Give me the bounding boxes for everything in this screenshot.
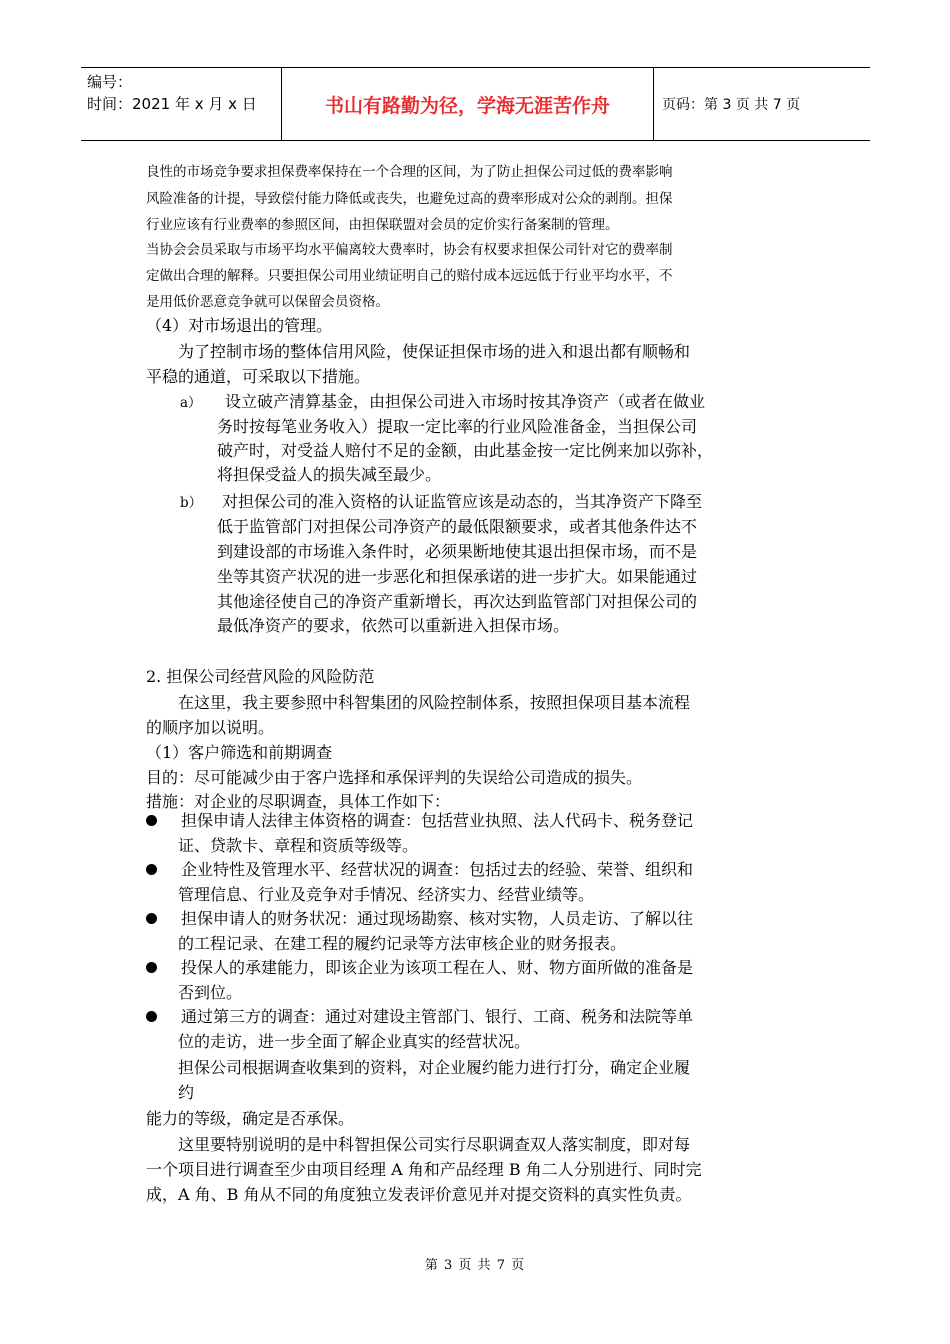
body-line: 在这里，我主要参照中科智集团的风险控制体系，按照担保项目基本流程	[178, 693, 691, 712]
body-line: 平稳的通道，可采取以下措施。	[146, 367, 371, 386]
bullet-item-line: 担保申请人的财务状况：通过现场勘察、核对实物，人员走访、了解以往	[181, 909, 694, 928]
bullet-item-line: 位的走访，进一步全面了解企业真实的经营状况。	[178, 1032, 531, 1051]
body-line: 是用低价恶意竞争就可以保留会员资格。	[146, 294, 389, 310]
bullet-icon	[146, 1011, 157, 1022]
list-item-b-line: 坐等其资产状况的进一步恶化和担保承诺的进一步扩大。如果能通过	[217, 567, 698, 586]
bullet-icon	[146, 962, 157, 973]
list-marker-b: b）	[180, 495, 203, 511]
section-heading: （4）对市场退出的管理。	[146, 316, 333, 335]
list-item-b-line: 低于监管部门对担保公司净资产的最低限额要求，或者其他条件达不	[217, 517, 698, 536]
body-line: 这里要特别说明的是中科智担保公司实行尽职调查双人落实制度，即对每	[178, 1135, 691, 1154]
body-line: 为了控制市场的整体信用风险，使保证担保市场的进入和退出都有顺畅和	[178, 342, 691, 361]
body-line: 良性的市场竞争要求担保费率保持在一个合理的区间，为了防止担保公司过低的费率影响	[146, 164, 673, 180]
body-line: 目的：尽可能减少由于客户选择和承保评判的失误给公司造成的损失。	[146, 768, 643, 787]
bullet-item-line: 否到位。	[178, 983, 243, 1002]
subsection-heading: （1）客户筛选和前期调查	[146, 743, 333, 762]
body-line: 定做出合理的解释。只要担保公司用业绩证明自己的赔付成本远远低于行业平均水平，不	[146, 268, 673, 284]
list-item-b-line: 到建设部的市场谁入条件时，必须果断地使其退出担保市场，而不是	[217, 542, 698, 561]
body-line: 成，A 角、B 角从不同的角度独立发表评价意见并对提交资料的真实性负责。	[146, 1185, 692, 1204]
bullet-item-line: 担保申请人法律主体资格的调查：包括营业执照、法人代码卡、税务登记	[181, 811, 694, 830]
list-item-a-line: 设立破产清算基金，由担保公司进入市场时按其净资产（或者在做业	[225, 392, 706, 411]
bullet-item-line: 的工程记录、在建工程的履约记录等方法审核企业的财务报表。	[178, 934, 627, 953]
list-item-a-line: 破产时，对受益人赔付不足的金额，由此基金按一定比例来加以弥补，	[217, 441, 714, 460]
bullet-icon	[146, 913, 157, 924]
list-marker-a: a）	[180, 395, 202, 411]
body-line: 行业应该有行业费率的参照区间，由担保联盟对会员的定价实行备案制的管理。	[146, 217, 619, 233]
body-line: 当协会会员采取与市场平均水平偏离较大费率时，协会有权要求担保公司针对它的费率制	[146, 242, 673, 258]
document-date: 时间：2021 年 x 月 x 日	[87, 95, 257, 113]
body-line: 风险准备的计提，导致偿付能力降低或丧失，也避免过高的费率形成对公众的剥削。担保	[146, 191, 673, 207]
bullet-icon	[146, 815, 157, 826]
body-line: 一个项目进行调查至少由项目经理 A 角和产品经理 B 角二人分别进行、同时完	[146, 1160, 702, 1179]
body-line: 担保公司根据调查收集到的资料，对企业履约能力进行打分，确定企业履	[178, 1058, 691, 1077]
body-line: 的顺序加以说明。	[146, 718, 275, 737]
list-item-a-line: 将担保受益人的损失减至最少。	[217, 465, 442, 484]
document-header	[81, 67, 870, 141]
document-number-label: 编号：	[87, 73, 133, 91]
body-line: 措施：对企业的尽职调查，具体工作如下：	[146, 792, 451, 811]
body-line: 能力的等级，确定是否承保。	[146, 1109, 355, 1128]
bullet-item-line: 证、贷款卡、章程和资质等级等。	[178, 836, 419, 855]
bullet-item-line: 管理信息、行业及竞争对手情况、经济实力、经营业绩等。	[178, 885, 595, 904]
list-item-b-line: 其他途径使自己的净资产重新增长，再次达到监管部门对担保公司的	[217, 592, 698, 611]
list-item-b-line: 对担保公司的准入资格的认证监管应该是动态的，当其净资产下降至	[222, 492, 703, 511]
bullet-item-line: 投保人的承建能力，即该企业为该项工程在人、财、物方面所做的准备是	[181, 958, 694, 977]
list-item-b-line: 最低净资产的要求，依然可以重新进入担保市场。	[217, 616, 570, 635]
header-meta	[81, 68, 282, 140]
bullet-item-line: 企业特性及管理水平、经营状况的调查：包括过去的经验、荣誉、组织和	[181, 860, 694, 879]
header-motto: 书山有路勤为径，学海无涯苦作舟	[282, 68, 654, 140]
list-item-a-line: 务时按每笔业务收入）提取一定比率的行业风险准备金，当担保公司	[217, 417, 698, 436]
bullet-item-line: 通过第三方的调查：通过对建设主管部门、银行、工商、税务和法院等单	[181, 1007, 694, 1026]
page-footer: 第 3 页 共 7 页	[424, 1258, 526, 1273]
body-line: 约	[178, 1083, 195, 1102]
section-heading: 2. 担保公司经营风险的风险防范	[146, 667, 375, 686]
header-page-code: 页码：第 3 页 共 7 页	[662, 97, 801, 113]
bullet-icon	[146, 864, 157, 875]
